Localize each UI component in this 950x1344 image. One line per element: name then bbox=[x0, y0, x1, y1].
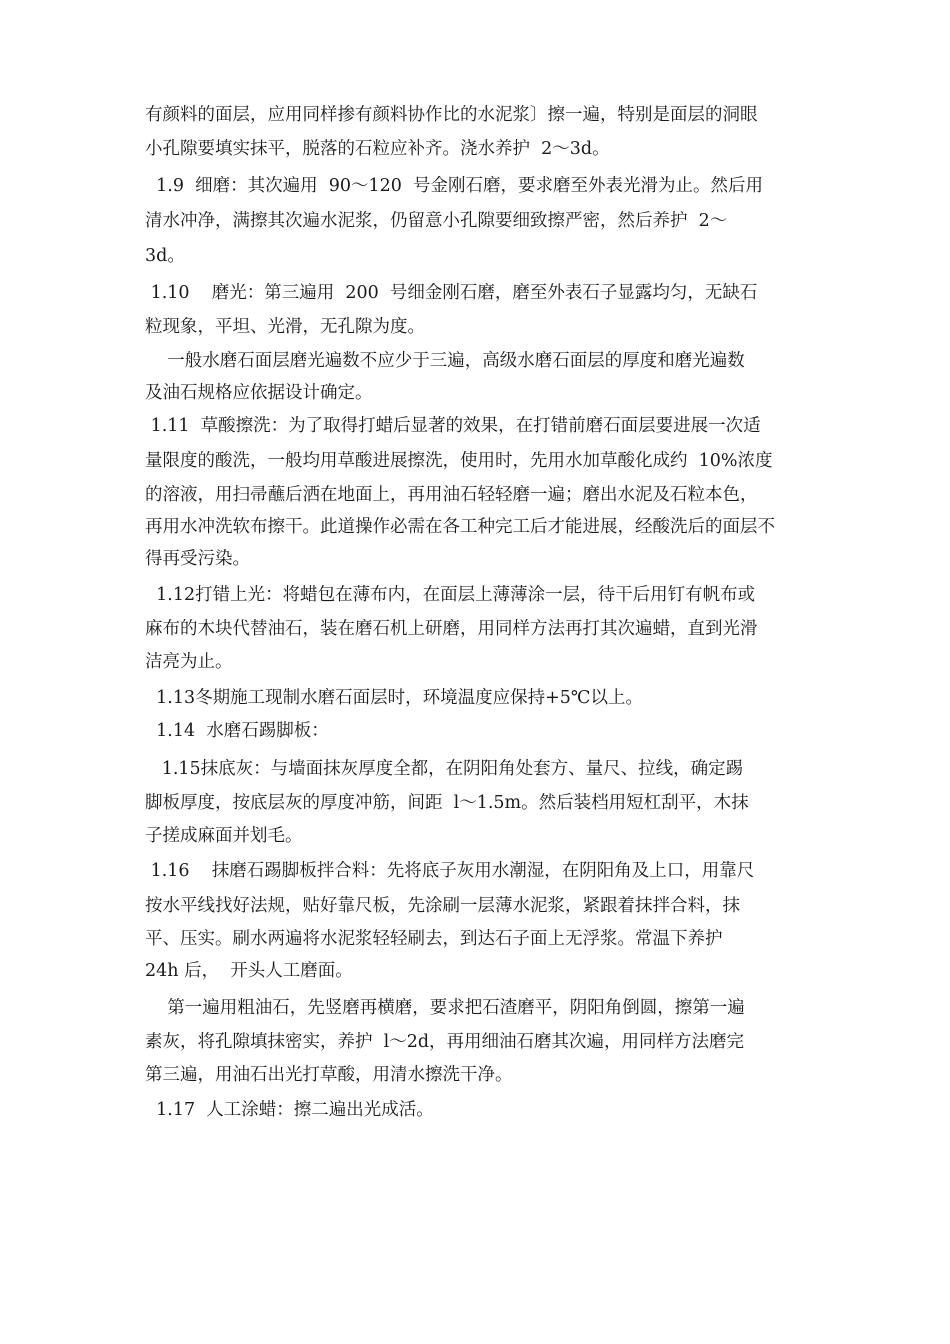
text-line: 再用水冲洗软布擦干。此道操作必需在各工种完工后才能进展，经酸洗后的面层不 bbox=[145, 517, 775, 537]
text-line: 的溶液，用扫帚蘸后洒在地面上，再用油石轻轻磨一遍；磨出水泥及石粒本色， bbox=[145, 485, 758, 505]
text-line: 1.9 细磨：其次遍用 90～120 号金刚石磨，要求磨至外表光滑为止。然后用 bbox=[145, 176, 764, 196]
text-line: 清水冲净，满擦其次遍水泥浆，仍留意小孔隙要细致擦严密，然后养护 2～ bbox=[145, 211, 728, 231]
text-line: 1.16 抹磨石踢脚板拌合料：先将底子灰用水潮湿，在阴阳角及上口，用靠尺 bbox=[145, 861, 755, 881]
text-line: 得再受污染。 bbox=[145, 549, 250, 569]
text-line: 1.15抹底灰：与墙面抹灰厚度全都，在阴阳角处套方、量尺、拉线，确定踢 bbox=[145, 759, 744, 779]
text-line: 子搓成麻面并划毛。 bbox=[145, 826, 303, 846]
text-line: 麻布的木块代替油石，装在磨石机上研磨，用同样方法再打其次遍蜡，直到光滑 bbox=[145, 619, 758, 639]
text-line: 第一遍用粗油石，先竖磨再横磨，要求把石渣磨平，阴阳角倒圆，擦第一遍 bbox=[145, 998, 745, 1018]
text-line: 1.12打错上光：将蜡包在薄布内，在面层上薄薄涂一层，待干后用钉有帆布或 bbox=[145, 585, 756, 605]
text-line: 1.11 草酸擦洗：为了取得打蜡后显著的效果，在打错前磨石面层要进展一次适 bbox=[145, 416, 761, 436]
text-line: 3d。 bbox=[145, 246, 185, 266]
text-line: 素灰，将孔隙填抹密实，养护 l～2d，再用细油石磨其次遍，用同样方法磨完 bbox=[145, 1032, 745, 1052]
text-line: 一般水磨石面层磨光遍数不应少于三遍，高级水磨石面层的厚度和磨光遍数 bbox=[145, 351, 745, 371]
text-line: 1.14 水磨石踢脚板： bbox=[145, 721, 329, 741]
text-line: 按水平线找好法规，贴好靠尺板，先涂刷一层薄水泥浆，紧跟着抹拌合料，抹 bbox=[145, 896, 740, 916]
text-line: 量限度的酸洗，一般均用草酸进展擦洗，使用时，先用水加草酸化成约 10%浓度 bbox=[145, 451, 773, 471]
text-line: 小孔隙要填实抹平，脱落的石粒应补齐。浇水养护 2～3d。 bbox=[145, 139, 610, 159]
text-line: 脚板厚度，按底层灰的厚度冲筋，间距 l～1.5m。然后装档用短杠刮平，木抹 bbox=[145, 793, 749, 813]
text-line: 平、压实。刷水两遍将水泥浆轻轻刷去，到达石子面上无浮浆。常温下养护 bbox=[145, 929, 723, 949]
text-line: 洁亮为止。 bbox=[145, 652, 233, 672]
text-line: 粒现象，平坦、光滑，无孔隙为度。 bbox=[145, 317, 425, 337]
text-line: 1.17 人工涂蜡：擦二遍出光成活。 bbox=[145, 1100, 434, 1120]
text-line: 及油石规格应依据设计确定。 bbox=[145, 383, 373, 403]
text-line: 1.10 磨光：第三遍用 200 号细金刚石磨，磨至外表石子显露均匀，无缺石 bbox=[145, 283, 758, 303]
text-line: 24h 后， 开头人工磨面。 bbox=[145, 961, 353, 981]
text-line: 1.13冬期施工现制水磨石面层时，环境温度应保持+5℃以上。 bbox=[145, 688, 643, 708]
text-line: 第三遍，用油石出光打草酸，用清水擦洗干净。 bbox=[145, 1065, 513, 1085]
text-line: 有颜料的面层，应用同样掺有颜料协作比的水泥浆〕擦一遍，特别是面层的洞眼 bbox=[145, 105, 758, 125]
